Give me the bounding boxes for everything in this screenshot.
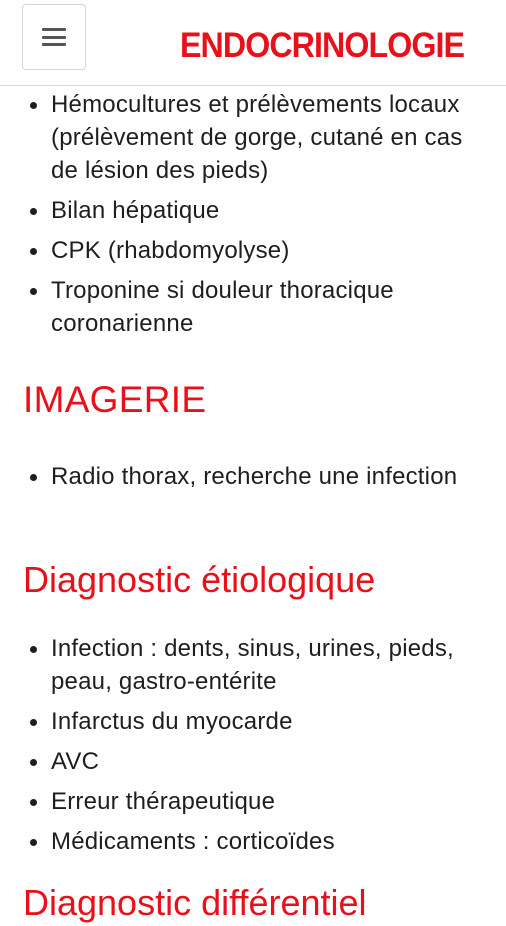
list-item: Bilan hépatique: [0, 194, 506, 227]
list-item: CPK (rhabdomyolyse): [0, 234, 506, 267]
article-content: [0, 86, 506, 923]
menu-button[interactable]: [22, 4, 86, 70]
imagerie-list: [0, 460, 506, 500]
etiologique-list: [0, 632, 506, 865]
site-logo[interactable]: ENDOCRINOLOGIE: [180, 26, 465, 65]
section-title-etiologique: Diagnostic étiologique: [23, 559, 376, 600]
list-item: Erreur thérapeutique: [0, 785, 506, 818]
list-item: Infarctus du myocarde: [0, 705, 506, 738]
exam-list: [0, 88, 506, 347]
list-item: AVC: [0, 745, 506, 778]
list-item: Médicaments : corticoïdes: [0, 825, 506, 858]
list-item: Hémocultures et prélèvements locaux (prélèvement de gorge, cutané en cas de lésion des pieds): [0, 88, 506, 187]
hamburger-icon: [42, 28, 66, 46]
list-item: Infection : dents, sinus, urines, pieds, peau, gastro-entérite: [0, 632, 506, 698]
section-title-imagerie: IMAGERIE: [23, 379, 207, 420]
section-title-differentiel: Diagnostic différentiel: [23, 882, 367, 923]
list-item: Troponine si douleur thoracique coronarienne: [0, 274, 506, 340]
list-item: Radio thorax, recherche une infection: [0, 460, 506, 493]
app-bar: [0, 0, 506, 86]
